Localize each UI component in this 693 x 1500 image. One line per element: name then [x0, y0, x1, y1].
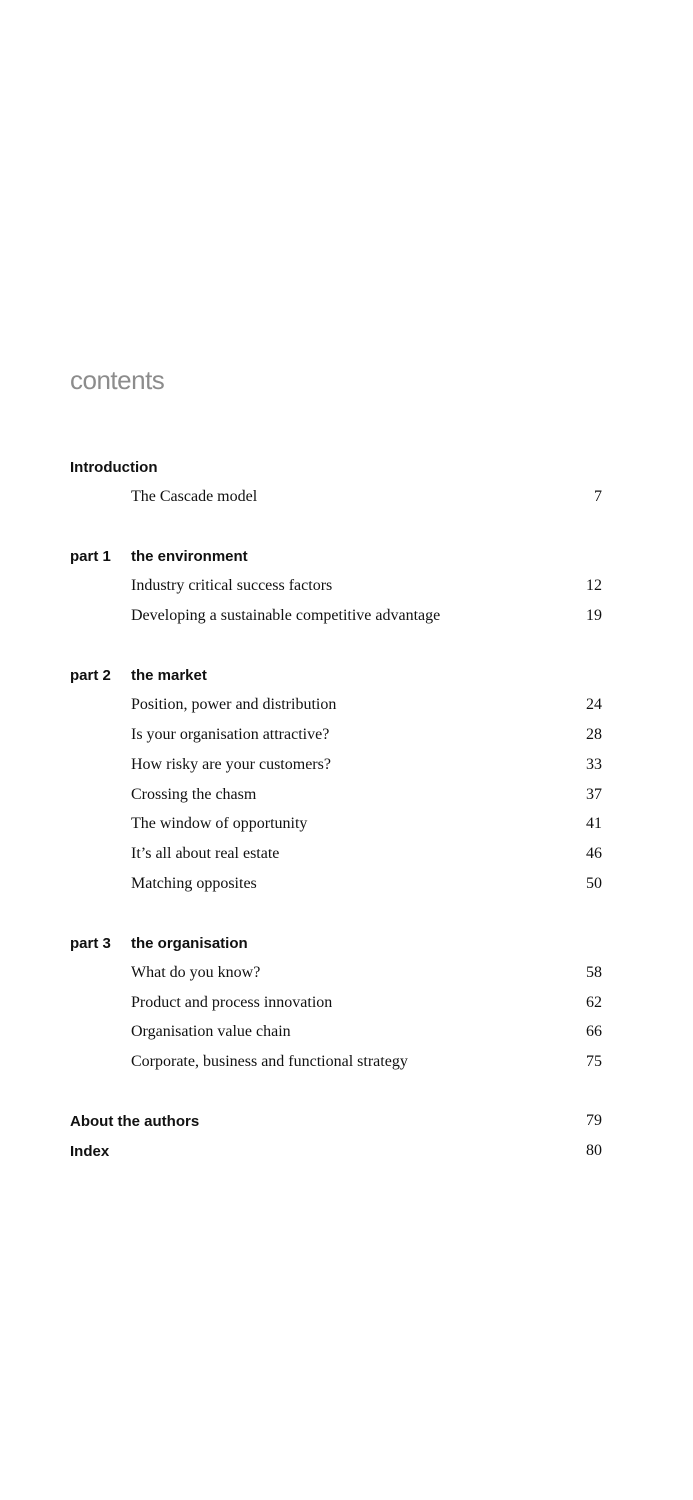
toc-entry[interactable]	[0, 876, 693, 900]
toc-entry[interactable]	[0, 757, 693, 781]
part2-title: the market	[131, 667, 207, 684]
toc-entry-page: 7	[594, 488, 602, 505]
toc-entry-title: What do you know?	[131, 964, 261, 981]
toc-entry[interactable]	[0, 995, 693, 1019]
toc-entry-title: It’s all about real estate	[131, 845, 280, 862]
toc-entry-page: 12	[586, 577, 602, 594]
toc-entry[interactable]	[0, 965, 693, 989]
toc-entry-title: Organisation value chain	[131, 1023, 291, 1040]
part3-title: the organisation	[131, 935, 248, 952]
part1-title: the environment	[131, 548, 248, 565]
toc-entry-page: 19	[586, 607, 602, 624]
toc-entry-title: Is your organisation attractive?	[131, 726, 330, 743]
toc-entry[interactable]	[0, 787, 693, 811]
toc-entry-title: How risky are your customers?	[131, 756, 331, 773]
part2-heading	[0, 667, 693, 691]
toc-entry-page: 50	[586, 875, 602, 892]
toc-entry-page: 66	[586, 1023, 602, 1040]
toc-entry-title: Position, power and distribution	[131, 696, 337, 713]
toc-entry-page: 37	[586, 786, 602, 803]
toc-entry[interactable]	[0, 727, 693, 751]
toc-entry-page: 33	[586, 756, 602, 773]
toc-entry[interactable]	[0, 489, 693, 513]
toc-entry[interactable]	[0, 1024, 693, 1048]
toc-entry[interactable]	[0, 1054, 693, 1078]
toc-entry-title: Crossing the chasm	[131, 786, 257, 803]
part1-label: part 1	[70, 548, 111, 565]
index-label: Index	[70, 1143, 110, 1160]
toc-entry[interactable]	[0, 578, 693, 602]
part3-heading	[0, 935, 693, 959]
index-entry[interactable]	[0, 1143, 693, 1167]
toc-entry[interactable]	[0, 846, 693, 870]
toc-entry-page: 79	[586, 1112, 602, 1129]
part1-heading	[0, 548, 693, 572]
toc-entry-page: 28	[586, 726, 602, 743]
toc-entry[interactable]	[0, 816, 693, 840]
toc-entry-title: Corporate, business and functional strategy	[131, 1053, 408, 1070]
toc-entry-title: The window of opportunity	[131, 815, 308, 832]
toc-entry-title: Product and process innovation	[131, 994, 333, 1011]
about-authors-label: About the authors	[70, 1113, 200, 1130]
toc-entry-title: Industry critical success factors	[131, 577, 333, 594]
toc-entry-title: Matching opposites	[131, 875, 257, 892]
toc-entry-page: 75	[586, 1053, 602, 1070]
part2-label: part 2	[70, 667, 111, 684]
toc-entry-title: Developing a sustainable competitive advantage	[131, 607, 441, 624]
toc-entry-page: 80	[586, 1142, 602, 1159]
part3-label: part 3	[70, 935, 111, 952]
toc-entry-page: 46	[586, 845, 602, 862]
introduction-label: Introduction	[70, 459, 158, 476]
page-title: contents	[70, 365, 165, 395]
toc-entry-title: The Cascade model	[131, 488, 258, 505]
toc-entry[interactable]	[0, 608, 693, 632]
toc-entry-page: 41	[586, 815, 602, 832]
about-authors-entry[interactable]	[0, 1113, 693, 1137]
toc-entry[interactable]	[0, 697, 693, 721]
introduction-heading	[0, 459, 693, 483]
toc-entry-page: 62	[586, 994, 602, 1011]
toc-entry-page: 24	[586, 696, 602, 713]
toc-entry-page: 58	[586, 964, 602, 981]
